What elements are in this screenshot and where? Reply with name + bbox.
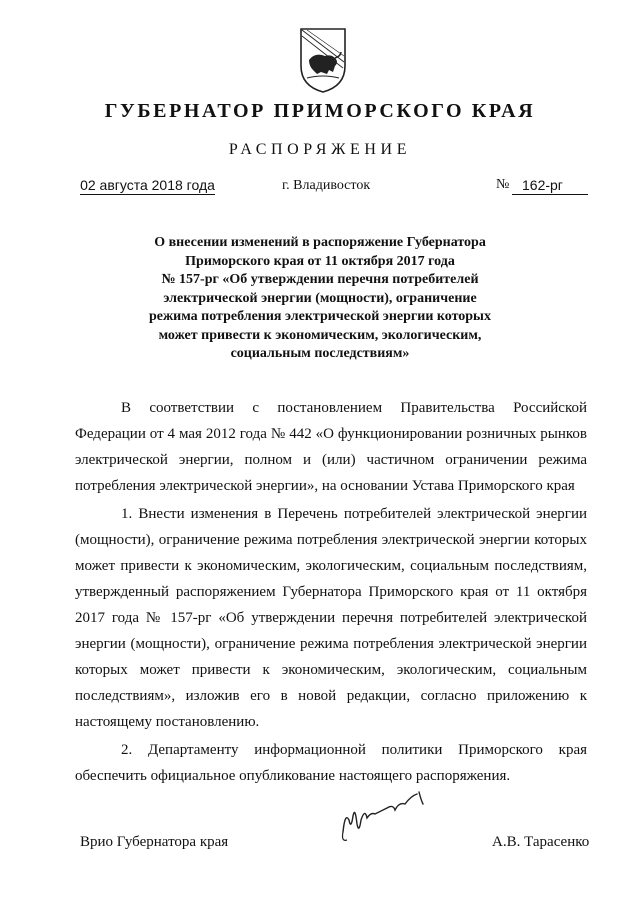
handwritten-signature — [335, 790, 435, 850]
title-line: режима потребления электрической энергии которых — [148, 309, 491, 324]
body-line: обеспечить официальное опубликование настоящего распоряжения. — [75, 768, 511, 784]
document-type: РАСПОРЯЖЕНИЕ — [228, 141, 412, 158]
title-line: может привести к экономическим, экологическим, — [158, 327, 482, 343]
document-number: 162-рг — [512, 177, 588, 195]
title-line: Приморского края от 11 октября 2017 года — [185, 253, 455, 269]
body-line: электрической энергии, полном и (или) частичном ограничении режима — [75, 452, 587, 468]
body-line: (мощности), ограничение режима потребления электрической энергии которых — [75, 532, 587, 548]
body-line: энергии (мощности), ограничение режима потребления электрической энергии — [75, 636, 587, 652]
document-city: г. Владивосток — [282, 178, 371, 193]
coat-of-arms-icon — [297, 26, 349, 94]
signer-name: А.В. Тарасенко — [492, 834, 590, 850]
body-line: которых может привести к экономическим, экологическим, социальным — [75, 662, 587, 678]
title-line: О внесении изменений в распоряжение Губернатора — [154, 235, 486, 250]
title-line: социальным последствиям» — [230, 346, 410, 361]
number-label: № — [496, 177, 510, 192]
document-title — [130, 234, 510, 364]
body-line: 2. Департаменту информационной политики Приморского края — [121, 742, 587, 758]
body-line: последствиям», изложив его в новой редакции, согласно приложению к — [75, 688, 587, 704]
document-date: 02 августа 2018 года — [80, 177, 215, 193]
body-line: утвержденный распоряжением Губернатора Приморского края от 11 октября — [75, 584, 587, 600]
body-line: 1. Внести изменения в Перечень потребителей электрической энергии — [121, 506, 587, 522]
body-line: потребления электрической энергии», на основании Устава Приморского края — [75, 478, 575, 494]
body-line: В соответствии с постановлением Правительства Российской — [121, 400, 587, 416]
title-line: № 157-рг «Об утверждении перечня потребителей — [161, 272, 479, 287]
body-line: Федерации от 4 мая 2012 года № 442 «О функционировании розничных рынков — [75, 426, 587, 442]
body-line: 2017 года № 157-рг «Об утверждении перечня потребителей электрической — [75, 610, 587, 626]
body-line: настоящему постановлению. — [75, 714, 260, 730]
signer-role: Врио Губернатора края — [80, 834, 229, 850]
title-line: электрической энергии (мощности), ограничение — [163, 290, 477, 306]
body-line: может привести к экономическим, экологическим, социальным последствиям, — [75, 558, 587, 574]
authority-heading: ГУБЕРНАТОР ПРИМОРСКОГО КРАЯ — [104, 100, 536, 122]
